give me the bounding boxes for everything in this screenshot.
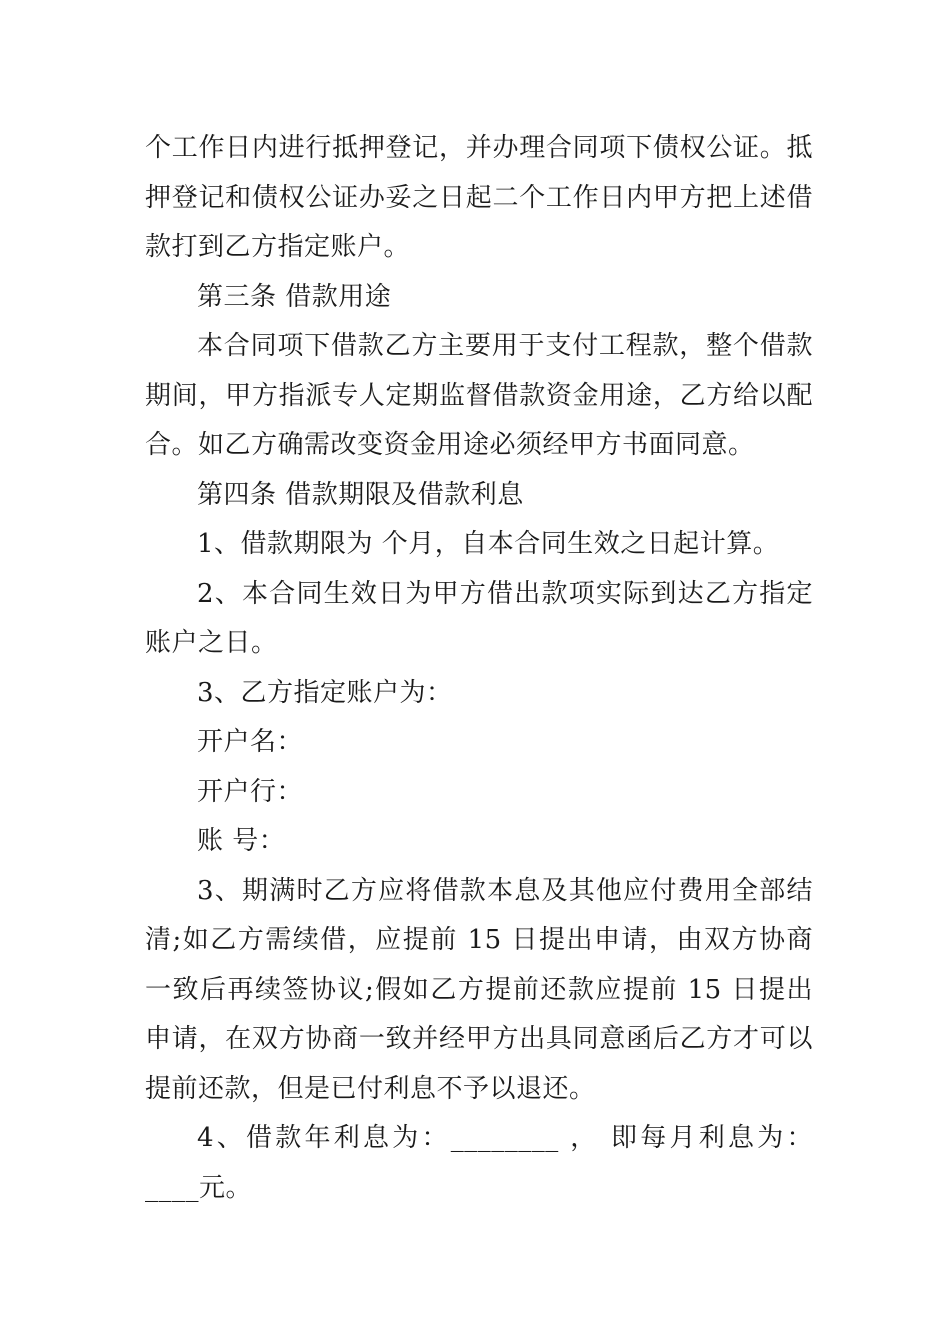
clause-effective-date: 2、本合同生效日为甲方借出款项实际到达乙方指定账户之日。 [145,578,813,658]
clause-designated-account: 3、乙方指定账户为： [197,677,453,708]
heading-article-3: 第三条 借款用途 [197,281,392,312]
field-account-name: 开户名： [197,727,304,757]
clause-interest: 4、借款年利息为：________ ， 即每月利息为： ____元。 [145,1123,813,1203]
clause-repayment: 3、期满时乙方应将借款本息及其他应付费用全部结清;如乙方需续借，应提前 15 日提出申请，由双方协商一致后再续签协议;假如乙方提前还款应提前 15 日提出申请，在双方协商一致并经甲方出具同意函后乙方才可以提前还款，但是已付利息不予以退还。 [145,875,813,1104]
clause-loan-term: 1、借款期限为 个月，自本合同生效之日起计算。 [197,529,780,559]
document-body [145,124,813,1213]
field-bank-name: 开户行： [197,776,304,807]
field-account-number: 账 号： [197,826,286,856]
paragraph-registration: 个工作日内进行抵押登记，并办理合同项下债权公证。抵押登记和债权公证办妥之日起二个工作日内甲方把上述借款打到乙方指定账户。 [145,133,813,262]
heading-article-4: 第四条 借款期限及借款利息 [197,479,524,510]
paragraph-loan-purpose: 本合同项下借款乙方主要用于支付工程款，整个借款期间，甲方指派专人定期监督借款资金用途，乙方给以配合。如乙方确需改变资金用途必须经甲方书面同意。 [145,331,813,460]
